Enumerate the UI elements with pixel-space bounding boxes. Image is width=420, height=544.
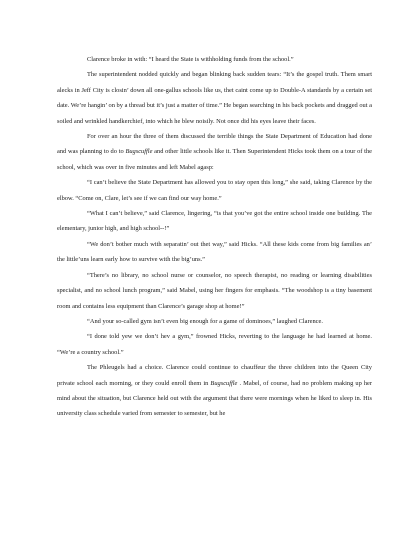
document-body xyxy=(57,52,372,422)
paragraph: “I done told yew we don’t hev a gym,” frowned Hicks, reverting to the language he had learned at home. “We’re a country school.” xyxy=(57,333,372,356)
paragraph: Clarence broke in with: “I heard the State is withholding funds from the school.” xyxy=(87,56,294,63)
paragraph: The superintendent nodded quickly and began blinking back sudden tears: “It’s the gospel truth. Them smart alecks in Jeff City is closin’ down all one-gallus schools like us, thet caint come up to Double-A standards by a certain set date. We’re hangin’ on by a thread but it’s just a matter of time.” He began searching in his back pockets and dragged out a soiled and wrinkled handkerchief, into which he blew noisily. Not once did his eyes leave their faces. xyxy=(57,71,372,125)
place-name: Bugscuffle xyxy=(210,379,238,387)
paragraph: “We don’t bother much with separatin’ out thet way,” said Hicks. “All these kids come from big families an’ the little’uns learn early how to survive with the big’uns.” xyxy=(57,240,372,264)
paragraph: The Phleugels had a choice. Clarence could continue to chauffeur the three children into the Queen City private school each morning, or they could enroll them in Bugscuffle . Mabel, of course, had no problem making up her mind about the situation, but Clarence held out with the argument that there were mornings when he liked to sleep in. His university class schedule varied from semester to semester, but he xyxy=(57,364,373,418)
paragraph: “And your so-called gym isn’t even big enough for a game of dominoes,” laughed Clarence. xyxy=(87,317,323,325)
place-name: Bugscuffle xyxy=(125,148,153,156)
paragraph: For over an hour the three of them discussed the terrible things the State Department of Education had done and was planning to do to Bugscuffle and other little schools like it. Then Superintendent Hicks took them on a tour of the school, which was over in five minutes and left Mabel agasp: xyxy=(57,133,372,171)
paragraph: “I can’t believe the State Department has allowed you to stay open this long,” she said, taking Clarence by the elbow. “Come on, Clare, let’s see if we can find our way home.” xyxy=(57,179,372,202)
paragraph: “What I can’t believe,” said Clarence, lingering, “is that you’ve got the entire school inside one building. The elementary, junior high, and high school--!” xyxy=(57,210,372,233)
paragraph: “There’s no library, no school nurse or counselor, no speech therapist, no reading or learning disabilities specialist, and no school lunch program,” said Mabel, using her fingers for emphasis. “The woodshop is a tiny basement room and contains less equipment than Clarence’s garage shop at home!” xyxy=(57,271,372,310)
